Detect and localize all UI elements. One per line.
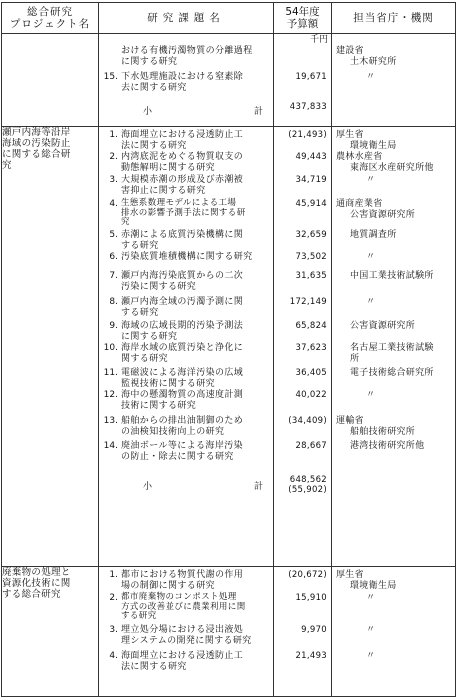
agency-ministry: 通商産業省 — [336, 199, 383, 209]
item-agency — [332, 570, 455, 593]
project-name — [2, 34, 99, 127]
research-item — [99, 441, 273, 467]
item-number: 4. — [109, 199, 118, 209]
agencies-cell — [332, 127, 456, 567]
research-item — [99, 343, 273, 368]
agency-institute: 〃 — [366, 297, 376, 307]
agency-institute: 電子技術総合研究所 — [350, 368, 434, 378]
item-title: 海域の広域長期的汚染予測法 に関する研究 — [121, 321, 244, 342]
agency-institute: 公害資源研究所 — [350, 321, 416, 331]
header-project: 総合研究 プロジェクト名 — [2, 3, 99, 34]
agency-institute: 環境衛生局 — [350, 141, 397, 151]
agency-institute: 公害資源研究所 — [350, 210, 416, 220]
item-number: 2. — [109, 152, 118, 162]
research-item — [99, 297, 273, 321]
item-agency — [332, 271, 455, 297]
item-title: 内湾底泥をめぐる物質収支の 動態解明に関する研究 — [121, 152, 244, 173]
item-agency — [332, 625, 455, 651]
research-item — [99, 252, 273, 271]
item-number: 15. — [103, 72, 118, 82]
agency-institute: 〃 — [366, 175, 376, 185]
amounts-cell — [274, 127, 332, 567]
item-title: おける有機汚濁物質の分離過程 に関する研究 — [121, 46, 253, 67]
item-amount: 49,443 — [295, 152, 327, 162]
item-title: 海中の懸濁物質の高速度計測 技術に関する研究 — [121, 390, 244, 411]
item-title: 都市における物質代謝の作用 場の制御に関する研究 — [121, 570, 244, 591]
subtotal-label — [99, 467, 273, 503]
item-agency — [332, 72, 455, 94]
subtotal-label-part2: 計 — [253, 481, 263, 492]
agency-institute: 〃 — [366, 625, 376, 635]
item-amount: 40,022 — [295, 390, 327, 400]
item-number: 9. — [109, 321, 118, 331]
item-amount: 45,914 — [295, 199, 327, 209]
item-number — [99, 46, 121, 72]
agency-ministry: 農林水産省 — [336, 152, 383, 162]
item-agency — [332, 651, 455, 677]
item-agency — [332, 321, 455, 343]
research-item — [99, 570, 273, 593]
subtotal-label-part1: 小 — [143, 481, 153, 492]
titles-cell — [99, 127, 274, 567]
item-amount: 31,635 — [295, 271, 327, 281]
titles-cell — [99, 567, 274, 697]
research-item — [99, 46, 273, 72]
header-title: 研究課題名 — [99, 3, 274, 34]
item-amount: 21,493 — [295, 651, 327, 661]
header-row — [2, 3, 456, 34]
agency-institute: 土木研究所 — [350, 57, 397, 67]
agency-institute: 環境衛生局 — [350, 581, 397, 591]
item-title: 電磁波による海洋汚染の広域 監視技術に関する研究 — [121, 368, 244, 389]
agency-institute: 中国工業技術試験所 — [350, 271, 434, 281]
item-amount: 9,970 — [301, 625, 327, 635]
subtotal-label-part2: 計 — [253, 106, 263, 117]
project-group-row — [2, 34, 456, 127]
agency-institute: 港湾技術研究所他 — [350, 441, 425, 451]
agency-institute: 〃 — [366, 593, 376, 603]
research-item — [99, 230, 273, 252]
agency-ministry: 運輸省 — [336, 416, 364, 426]
subtotal-amount — [274, 467, 331, 503]
project-name: 瀬戸内海等沿岸 海域の汚染防止 に関する総合研 究 — [2, 127, 99, 567]
item-number: 11. — [103, 368, 118, 378]
subtotal-value: 437,833 — [289, 102, 327, 112]
item-agency — [332, 252, 455, 271]
item-number: 7. — [109, 271, 118, 281]
item-amount: 15,910 — [295, 593, 327, 603]
amounts-cell — [274, 567, 332, 697]
item-agency — [332, 130, 455, 152]
item-agency — [332, 230, 455, 252]
research-item — [99, 130, 273, 152]
item-amount: 172,149 — [289, 297, 327, 307]
research-item — [99, 368, 273, 390]
project-group-row — [2, 127, 456, 567]
item-agency — [332, 297, 455, 321]
header-budget: 54年度 予算額 — [274, 3, 332, 34]
research-table — [1, 2, 456, 697]
item-number: 4. — [109, 651, 118, 661]
item-amount: 19,671 — [295, 72, 327, 82]
item-number: 1. — [109, 570, 118, 580]
item-title: 赤潮による底質汚染機構に関 する研究 — [121, 230, 244, 251]
amounts-cell — [274, 34, 332, 127]
agency-institute: 地質調査所 — [350, 230, 397, 240]
subtotal-amount — [274, 94, 331, 126]
item-amount — [274, 46, 331, 72]
item-number: 10. — [103, 343, 118, 353]
item-amount: (34,409) — [288, 416, 327, 426]
item-title: 汚染底質堆積機構に関する研究 — [121, 252, 253, 262]
research-item — [99, 651, 273, 677]
agency-institute: 名古屋工業技術試験 所 — [350, 343, 434, 364]
item-agency — [332, 343, 455, 368]
agency-ministry: 建設省 — [336, 46, 364, 56]
agency-institute: 〃 — [366, 252, 376, 262]
agency-institute: 船舶技術研究所 — [350, 427, 416, 437]
item-amount: (21,493) — [288, 130, 327, 140]
item-title: 瀬戸内海全域の汚濁予測に関 する研究 — [121, 297, 244, 318]
item-title: 海面埋立における浸透防止工 法に関する研究 — [121, 651, 244, 672]
item-number: 3. — [109, 175, 118, 185]
item-number: 6. — [109, 252, 118, 262]
item-title: 都市廃棄物のコンポスト処理 方式の改善並びに農業利用に関 する研究 — [121, 592, 246, 621]
titles-cell — [99, 34, 274, 127]
item-title: 船舶からの排出油制御のため の油検知技術向上の研究 — [121, 416, 244, 437]
item-number: 5. — [109, 230, 118, 240]
agencies-cell — [332, 567, 456, 697]
item-title: 海面埋立における浸透防止工 法に関する研究 — [121, 130, 244, 151]
item-number: 12. — [103, 390, 118, 400]
item-title: 海岸水域の底質汚染と浄化に 関する研究 — [121, 343, 244, 364]
subtotal-label — [99, 94, 273, 126]
item-agency — [332, 593, 455, 625]
item-agency — [332, 441, 455, 467]
research-item — [99, 271, 273, 297]
item-number: 3. — [109, 625, 118, 635]
item-amount: 36,405 — [295, 368, 327, 378]
agency-institute: 〃 — [366, 390, 376, 400]
item-agency — [332, 175, 455, 199]
item-title: 大規模赤潮の形成及び赤潮被 害抑止に関する研究 — [121, 175, 244, 196]
research-item — [99, 175, 273, 199]
agency-ministry: 厚生省 — [336, 130, 364, 140]
item-amount: 28,667 — [295, 441, 327, 451]
item-number: 8. — [109, 297, 118, 307]
item-title: 廃油ボール等による海岸汚染 の防止・除去に関する研究 — [121, 441, 244, 462]
research-item — [99, 416, 273, 441]
item-amount: 34,719 — [295, 175, 327, 185]
item-agency — [332, 199, 455, 230]
agencies-cell — [332, 34, 456, 127]
agency-ministry: 厚生省 — [336, 570, 364, 580]
research-item — [99, 593, 273, 625]
subtotal-value: 648,562 — [289, 475, 327, 485]
item-agency — [332, 368, 455, 390]
subtotal-value-bracketed: (55,902) — [288, 485, 327, 495]
research-item — [99, 625, 273, 651]
item-amount: 32,659 — [295, 230, 327, 240]
item-amount: 73,502 — [295, 252, 327, 262]
research-item — [99, 152, 273, 175]
item-title: 生態系数理モデルによる工場 排水の影響予測手法に関する研 究 — [121, 198, 246, 227]
item-number: 13. — [103, 416, 118, 426]
header-agency: 担当省庁・機関 — [332, 3, 456, 34]
item-number: 2. — [109, 593, 118, 603]
unit-label: 千円 — [309, 35, 328, 45]
item-amount: 65,824 — [295, 321, 327, 331]
item-title: 下水処理施設における窒素除 去に関する研究 — [121, 72, 244, 93]
project-name: 廃棄物の処理と 資源化技術に関 する総合研究 — [2, 567, 99, 697]
item-number: 1. — [109, 130, 118, 140]
agency-institute: 〃 — [366, 651, 376, 661]
research-item — [99, 199, 273, 230]
item-agency — [332, 152, 455, 175]
item-agency — [332, 416, 455, 441]
item-title: 瀬戸内海汚染底質からの二次 汚染に関する研究 — [121, 271, 244, 292]
research-item — [99, 321, 273, 343]
agency-institute: 東海区水産研究所他 — [350, 163, 434, 173]
research-item — [99, 390, 273, 416]
item-amount: (20,672) — [288, 570, 327, 580]
item-amount: 37,623 — [295, 343, 327, 353]
agency-institute: 〃 — [366, 72, 376, 82]
item-agency — [332, 46, 455, 72]
item-agency — [332, 390, 455, 416]
item-title: 埋立処分場における浸出液処 理システムの開発に関する研究 — [121, 625, 252, 646]
research-item — [99, 72, 273, 94]
project-group-row — [2, 567, 456, 697]
subtotal-label-part1: 小 — [143, 106, 153, 117]
item-number: 14. — [103, 441, 118, 451]
